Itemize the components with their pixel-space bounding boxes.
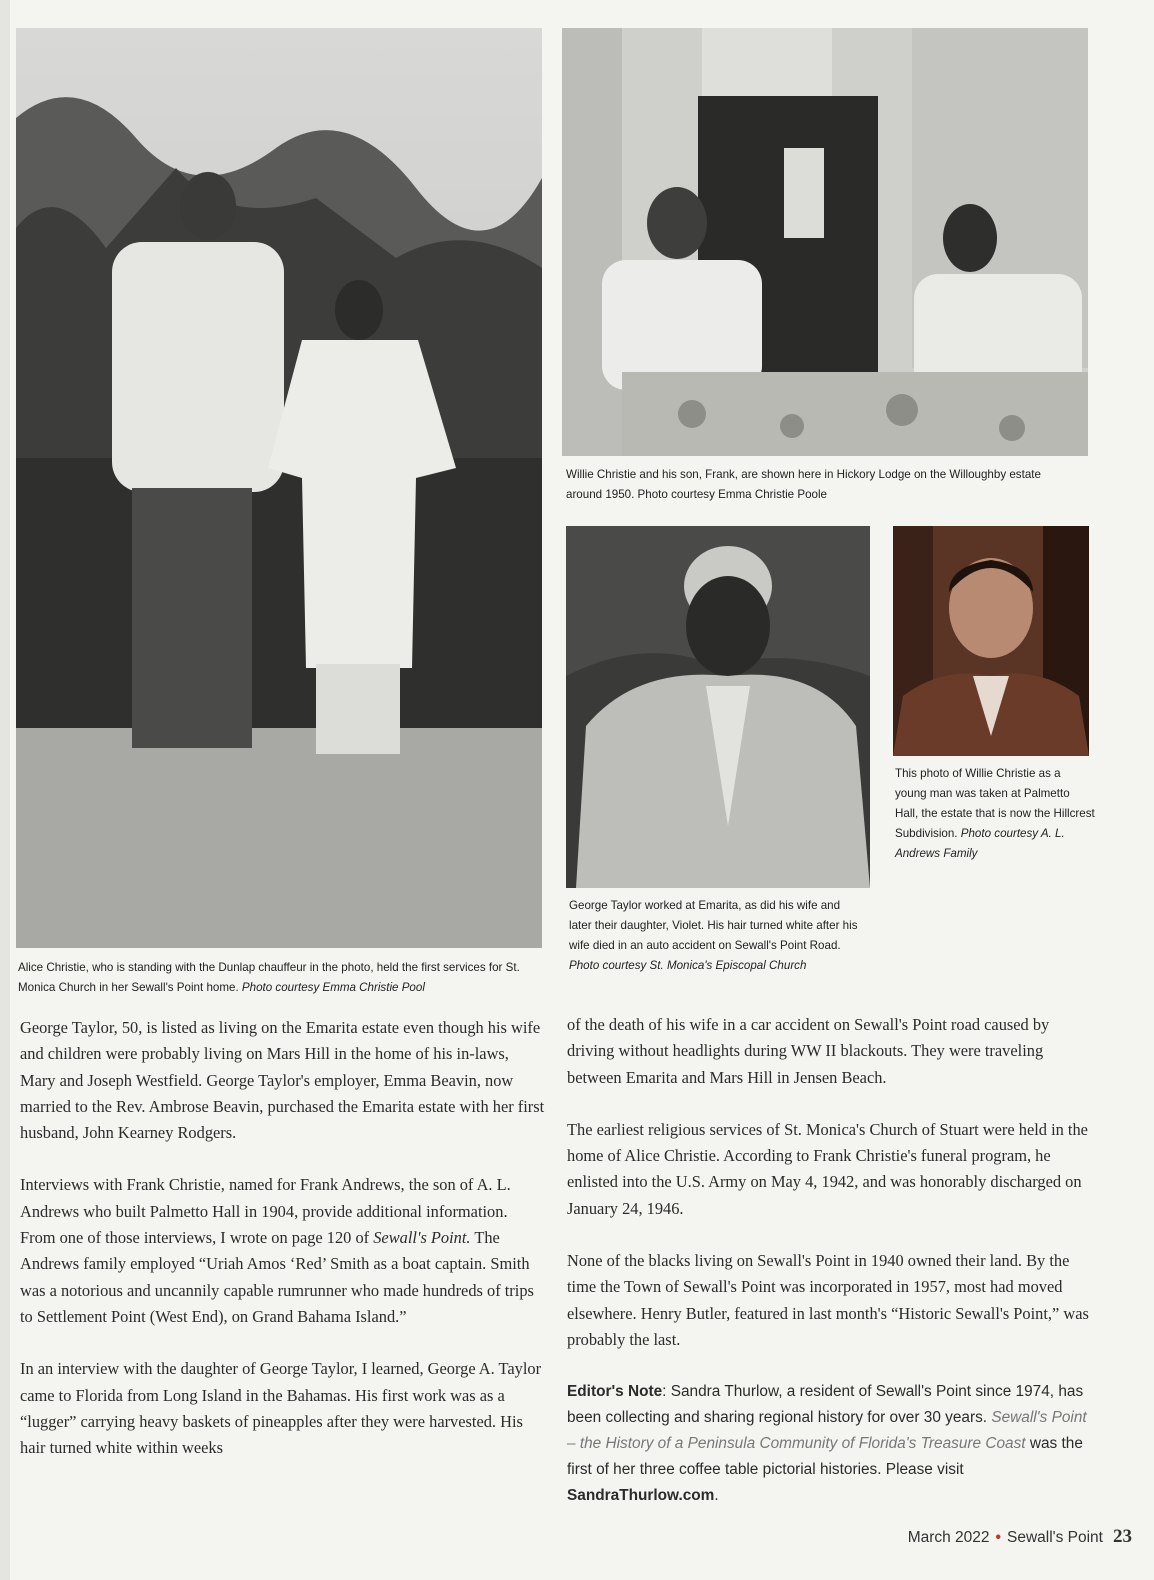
editor-note-text-a: : Sandra Thurlow, a resident of Sewall's Point since 1974, has been collecting and sharing regional history for over 30 years. [567, 1383, 1084, 1427]
page-binding-edge [0, 0, 10, 1580]
editor-note-end: . [714, 1487, 719, 1505]
footer-date: March 2022 [907, 1529, 990, 1546]
caption-alice-christie-text: Alice Christie, who is standing with the Dunlap chauffeur in the photo, held the first services for St. Monica Church in her Sewall's Point home. [18, 961, 520, 994]
page-number: 23 [1113, 1526, 1132, 1547]
left-paragraph-1: George Taylor, 50, is listed as living on the Emarita estate even though his wife and children were probably living on Mars Hill in the home of his in-laws, Mary and Joseph Westfield. George Taylor's employer, Emma Beavin, now married to the Rev. Ambrose Beavin, purchased the Emarita estate with her first husband, John Kearney Rodgers. [20, 1018, 545, 1143]
caption-george-taylor [569, 896, 859, 976]
photo-willie-christie-young [893, 526, 1089, 756]
photo-george-taylor [566, 526, 870, 888]
editor-note-book-title: Sewall's Point – the History of a Peninsula Community of Florida's Treasure Coast [567, 1409, 1087, 1453]
editor-note-link[interactable]: SandraThurlow.com [567, 1487, 715, 1505]
editor-note-text-b: was the first of her three coffee table pictorial histories. Please visit [567, 1435, 1083, 1479]
footer-publication: Sewall's Point [1006, 1529, 1103, 1546]
caption-alice-christie [18, 958, 550, 998]
editor-note-label: Editor's Note [567, 1383, 663, 1401]
caption-george-taylor-text: George Taylor worked at Emarita, as did his wife and later their daughter, Violet. His hair turned white after his wife died in an auto accident on Sewall's Point Road. [569, 899, 858, 952]
caption-willie-and-frank [566, 465, 1076, 505]
caption-george-taylor-credit: Photo courtesy St. Monica's Episcopal Church [569, 959, 807, 972]
right-paragraph-1: of the death of his wife in a car accident on Sewall's Point road caused by driving without headlights during WW II blackouts. They were traveling between Emarita and Mars Hill in Jensen Beach. [567, 1015, 1050, 1087]
left-paragraph-3: In an interview with the daughter of George Taylor, I learned, George A. Taylor came to Florida from Long Island in the Bahamas. His first work was as a “lugger” carrying heavy baskets of pineapples after they were harvested. His hair turned white within weeks [20, 1359, 542, 1458]
photo-willie-and-frank-christie [562, 28, 1088, 456]
caption-willie-christie-young-credit: Photo courtesy A. L. Andrews Family [895, 827, 1065, 860]
photo-alice-christie [16, 28, 542, 948]
caption-willie-christie-young [895, 764, 1095, 864]
left-paragraph-2-text-a: Interviews with Frank Christie, named for Frank Andrews, the son of A. L. Andrews who built Palmetto Hall in 1904, provide additional information. From one of those interviews, I wrote on page 120 of [20, 1175, 511, 1248]
left-paragraph-2-text-b: The Andrews family employed “Uriah Amos ‘Red’ Smith as a boat captain. Smith was a notorious and uncannily capable rumrunner who made hundreds of trips to Settlement Point (West End), on Grand Bahama Island.” [20, 1228, 534, 1326]
right-column [567, 1012, 1095, 1509]
footer-separator: • [995, 1529, 1001, 1546]
left-paragraph-2 [20, 1172, 545, 1330]
editor-note [567, 1379, 1095, 1509]
right-paragraph-2: The earliest religious services of St. Monica's Church of Stuart were held in the home of Alice Christie. According to Frank Christie's funeral program, he enlisted into the U.S. Army on May 4, 1942, and was honorably discharged on January 24, 1946. [567, 1119, 1088, 1218]
right-paragraph-3: None of the blacks living on Sewall's Point in 1940 owned their land. By the time the Town of Sewall's Point was incorporated in 1957, most had moved elsewhere. Henry Butler, featured in last month's “Historic Sewall's Point,” was probably the last. [567, 1251, 1089, 1349]
caption-willie-and-frank-text: Willie Christie and his son, Frank, are shown here in Hickory Lodge on the Willoughby estate around 1950. Photo courtesy Emma Christie Poole [566, 468, 1041, 501]
caption-alice-christie-credit: Photo courtesy Emma Christie Pool [241, 981, 425, 994]
book-title-sewalls-point: Sewall's Point. [373, 1228, 471, 1248]
left-column [20, 1015, 545, 1461]
page-footer [908, 1526, 1132, 1548]
caption-willie-christie-young-text: This photo of Willie Christie as a young man was taken at Palmetto Hall, the estate that is now the Hillcrest Subdivision. [895, 767, 1095, 840]
